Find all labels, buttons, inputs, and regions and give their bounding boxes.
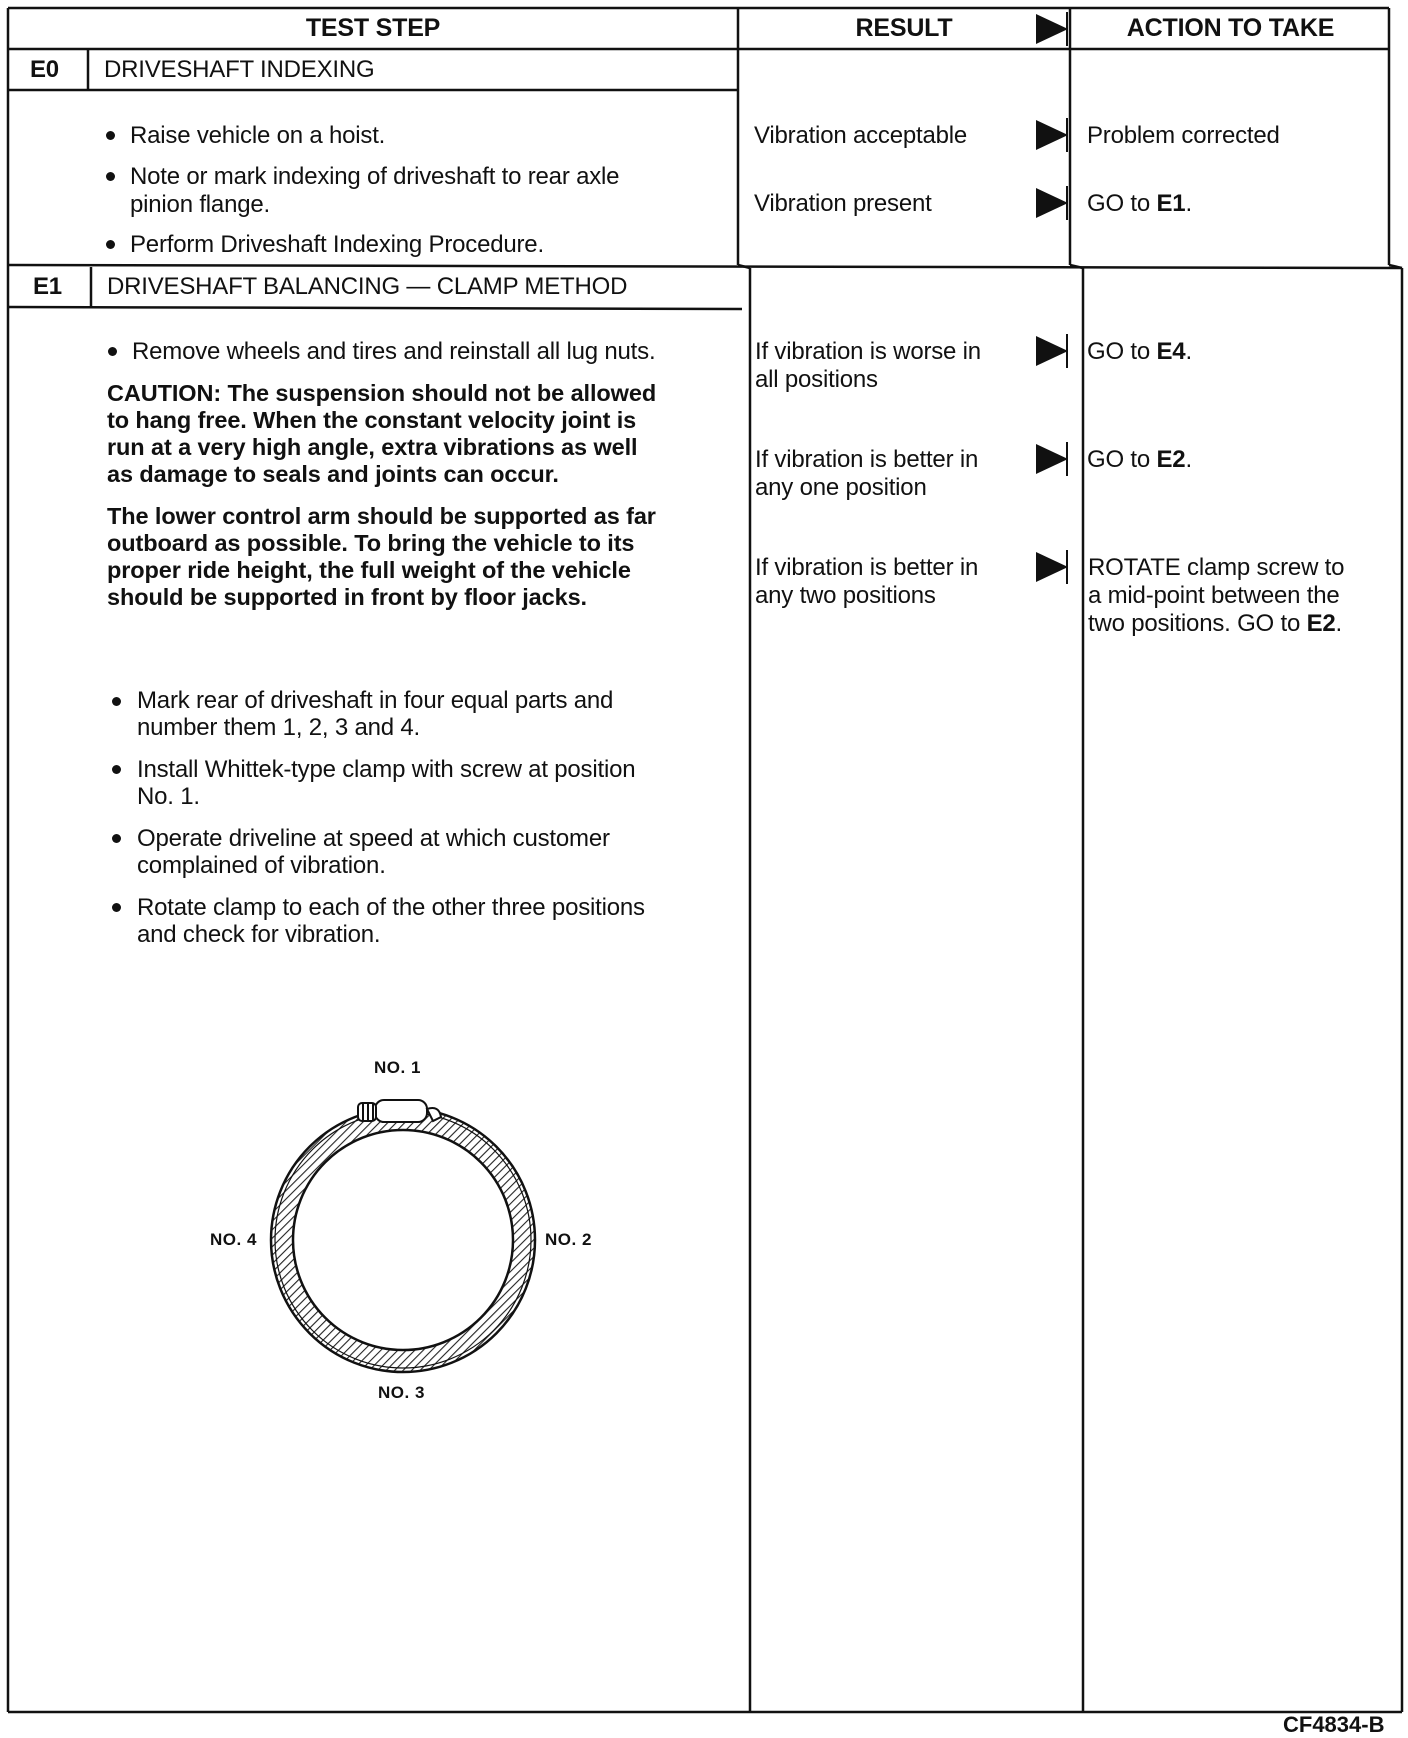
note-line-4: should be supported in front by floor jacks. — [107, 584, 587, 610]
e1-result-3: If vibration is better in — [755, 554, 979, 581]
caution-line-1: CAUTION: The suspension should not be allowed — [107, 380, 657, 406]
e1-result-2-cont: any one position — [755, 474, 927, 501]
note-line-1: The lower control arm should be supported as far — [107, 503, 656, 529]
caution-line-2: to hang free. When the constant velocity joint is — [107, 407, 637, 433]
e1-result-1-cont: all positions — [755, 366, 878, 393]
e0-result-1: Vibration acceptable — [754, 122, 968, 149]
e1-step-remove-wheels: Remove wheels and tires and reinstall all lug nuts. — [132, 338, 656, 365]
header-test-step: TEST STEP — [305, 14, 441, 42]
e1-result-2: If vibration is better in — [755, 446, 979, 473]
e0-title: DRIVESHAFT INDEXING — [104, 56, 375, 83]
e1-step-rotate-cont: and check for vibration. — [137, 921, 381, 948]
e1-title: DRIVESHAFT BALANCING — CLAMP METHOD — [107, 273, 628, 300]
header-result: RESULT — [855, 14, 953, 42]
label-no-1: NO. 1 — [374, 1058, 421, 1077]
label-no-4: NO. 4 — [210, 1230, 257, 1249]
label-no-2: NO. 2 — [545, 1230, 592, 1249]
bullet — [112, 697, 121, 706]
e1-step-install-cont: No. 1. — [137, 783, 200, 810]
e1-result-1: If vibration is worse in — [755, 338, 981, 365]
e1-step-operate: Operate driveline at speed at which customer — [137, 825, 610, 852]
e0-result-2: Vibration present — [754, 190, 932, 217]
arrow-icon — [1036, 442, 1068, 476]
e0-step-2: Note or mark indexing of driveshaft to rear axle — [130, 163, 620, 190]
e1-step-mark-cont: number them 1, 2, 3 and 4. — [137, 714, 420, 741]
bullet — [112, 834, 121, 843]
e1-action-3-line-3: two positions. GO to E2. — [1088, 610, 1342, 637]
driveshaft-bore — [293, 1130, 513, 1350]
note-line-3: proper ride height, the full weight of the vehicle — [107, 557, 631, 583]
driveshaft-clamp-figure — [255, 1085, 555, 1385]
e0-step-3: Perform Driveshaft Indexing Procedure. — [130, 231, 544, 258]
e1-action-1: GO to E4. — [1087, 338, 1192, 365]
e1-action-3-line-2: a mid-point between the — [1088, 582, 1340, 609]
e1-action-2: GO to E2. — [1087, 446, 1192, 473]
arrow-icon — [1036, 334, 1068, 368]
caution-line-4: as damage to seals and joints can occur. — [107, 461, 559, 487]
arrow-icon — [1036, 186, 1068, 220]
bullet — [112, 765, 121, 774]
header-action: ACTION TO TAKE — [1126, 14, 1335, 42]
bullet — [106, 240, 115, 249]
e1-step-install: Install Whittek-type clamp with screw at position — [137, 756, 636, 783]
bullet — [112, 903, 121, 912]
note-line-2: outboard as possible. To bring the vehicle to its — [107, 530, 635, 556]
e0-step-1: Raise vehicle on a hoist. — [130, 122, 386, 149]
caution-line-3: run at a very high angle, extra vibrations as well — [107, 434, 638, 460]
e0-code: E0 — [30, 56, 59, 83]
e1-action-3-line-1: ROTATE clamp screw to — [1088, 554, 1345, 581]
label-no-3: NO. 3 — [378, 1383, 425, 1402]
header-arrow-icon — [1036, 12, 1068, 46]
arrow-icon — [1036, 550, 1068, 584]
e1-step-operate-cont: complained of vibration. — [137, 852, 386, 879]
bullet — [106, 172, 115, 181]
arrow-icon — [1036, 118, 1068, 152]
e1-step-rotate: Rotate clamp to each of the other three positions — [137, 894, 645, 921]
e0-step-2-cont: pinion flange. — [130, 191, 270, 218]
e0-action-2: GO to E1. — [1087, 190, 1192, 217]
bullet — [108, 347, 117, 356]
e1-result-3-cont: any two positions — [755, 582, 936, 609]
document-id: CF4834-B — [1283, 1712, 1385, 1737]
e1-step-mark: Mark rear of driveshaft in four equal parts and — [137, 687, 614, 714]
bullet — [106, 131, 115, 140]
e0-action-1: Problem corrected — [1087, 122, 1280, 149]
e1-code: E1 — [33, 273, 62, 300]
